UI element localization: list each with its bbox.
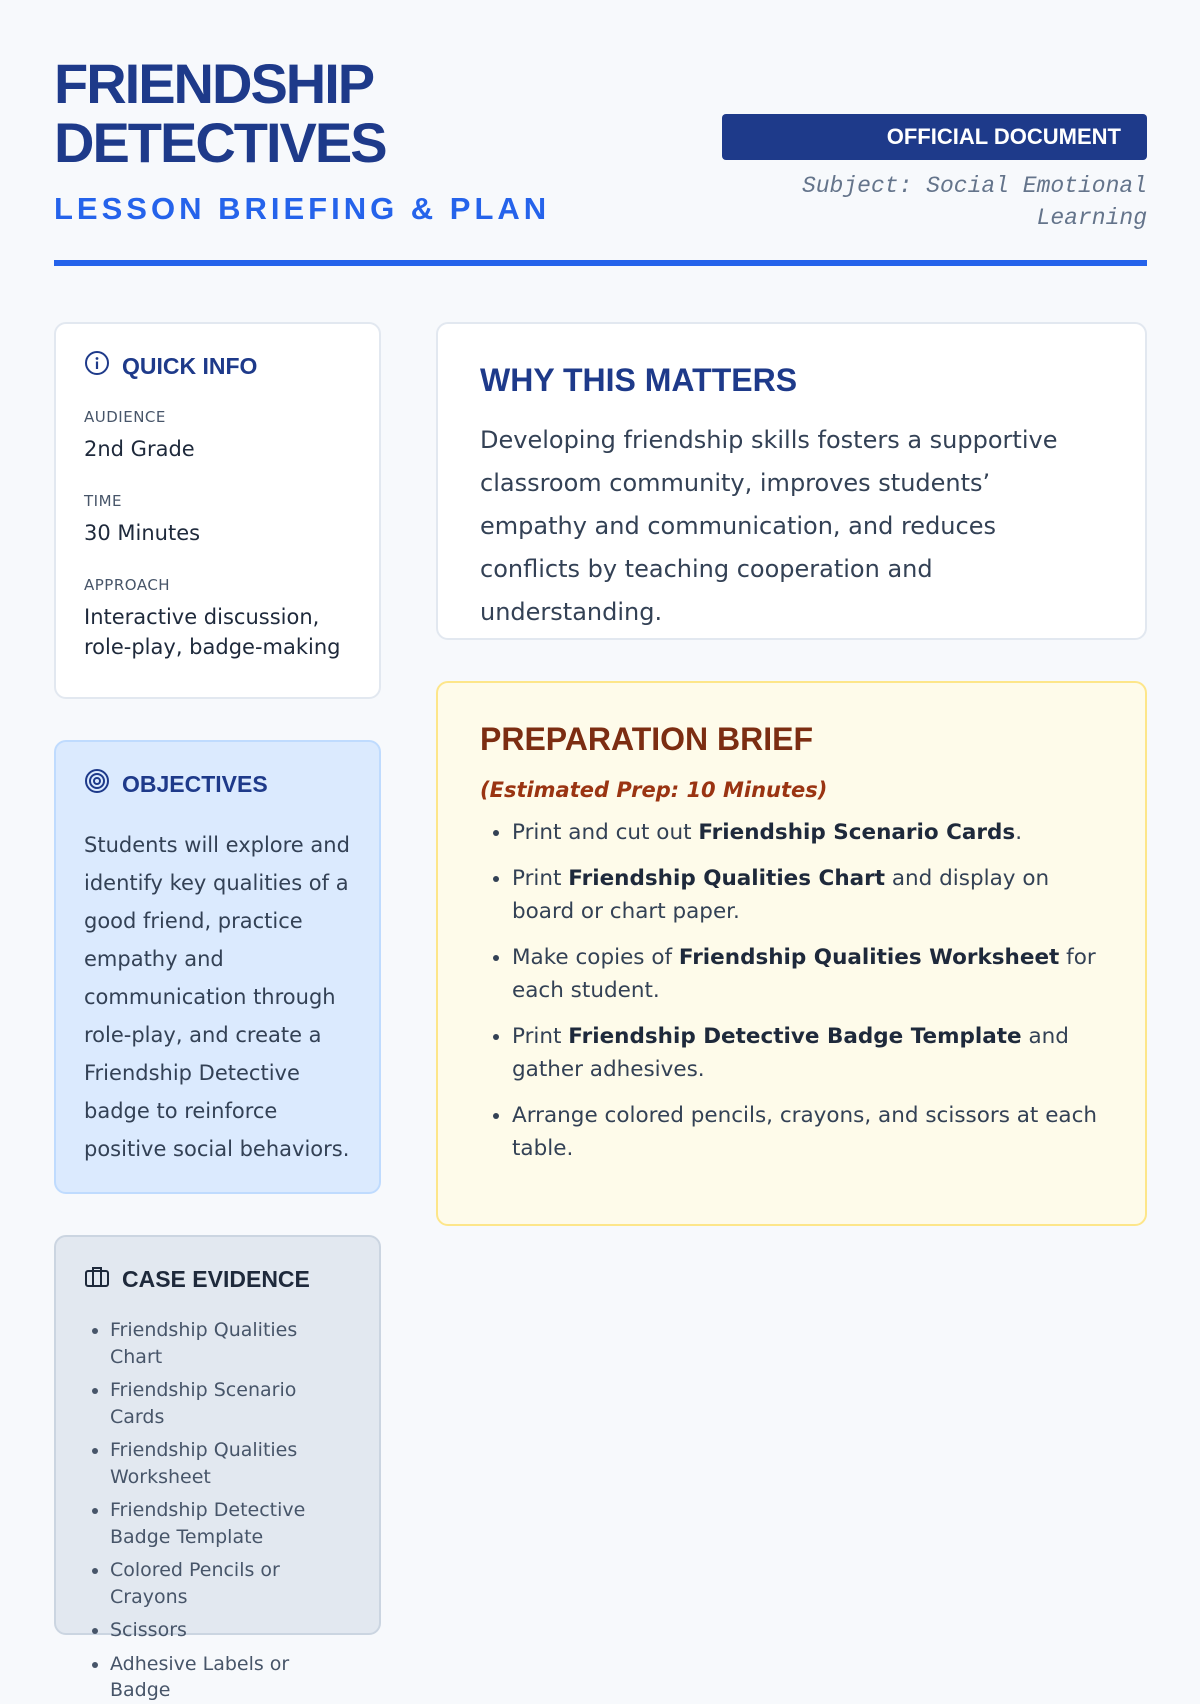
objectives-card: [54, 740, 381, 1194]
approach-label: APPROACH: [84, 576, 171, 594]
objectives-title: OBJECTIVES: [122, 770, 268, 797]
page-subtitle: LESSON BRIEFING & PLAN: [54, 191, 551, 226]
list-item: • Colored Pencils or Crayons: [110, 1557, 351, 1610]
why-this-matters-heading: WHY THIS MATTERS: [480, 362, 798, 398]
page-header: [54, 52, 1147, 231]
case-evidence-title: CASE EVIDENCE: [122, 1265, 310, 1292]
header-divider: [54, 260, 1147, 266]
list-item: • Friendship Qualities Worksheet: [110, 1437, 351, 1490]
quick-info-heading: [84, 350, 351, 382]
info-icon: [84, 350, 110, 382]
title-line-2: DETECTIVES: [54, 111, 386, 174]
title-line-1: FRIENDSHIP: [54, 52, 374, 115]
list-item: • Friendship Qualities Chart: [110, 1317, 351, 1370]
preparation-brief-card: [436, 681, 1147, 1226]
audience-value: 2nd Grade: [84, 437, 195, 461]
list-item: • Friendship Scenario Cards: [110, 1377, 351, 1430]
case-evidence-list: [84, 1317, 351, 1704]
official-document-badge: OFFICIAL DOCUMENT: [722, 114, 1147, 160]
list-item: • Arrange colored pencils, crayons, and scissors at each table.: [512, 1099, 1103, 1165]
list-item: • Print Friendship Detective Badge Template and gather adhesives.: [512, 1020, 1103, 1086]
list-item: • Make copies of Friendship Qualities Worksheet for each student.: [512, 941, 1103, 1007]
case-evidence-heading: [84, 1263, 351, 1295]
objectives-text: Students will explore and identify key qualities of a good friend, practice empathy and communication through role-play, and create a Friendship Detective badge to reinforce positive social behaviors.: [84, 833, 350, 1161]
time-label: TIME: [84, 492, 123, 510]
list-item: • Print and cut out Friendship Scenario Cards.: [512, 816, 1103, 849]
list-item: • Friendship Detective Badge Template: [110, 1497, 351, 1550]
list-item: • Scissors: [110, 1617, 351, 1644]
case-evidence-card: [54, 1235, 381, 1701]
approach-value: Interactive discussion, role-play, badge-making: [84, 605, 341, 659]
subject-line: Subject: Social Emotional Learning: [801, 173, 1147, 231]
why-this-matters-card: [436, 322, 1147, 640]
briefcase-icon: [84, 1263, 110, 1295]
quick-info-title: QUICK INFO: [122, 352, 258, 379]
preparation-brief-heading: PREPARATION BRIEF: [480, 721, 814, 757]
prep-time-note: (Estimated Prep: 10 Minutes): [480, 778, 828, 802]
list-item: • Print Friendship Qualities Chart and display on board or chart paper.: [512, 862, 1103, 928]
time-value: 30 Minutes: [84, 521, 201, 545]
list-item: • Adhesive Labels or Badge: [110, 1651, 351, 1704]
preparation-list: [480, 816, 1103, 1165]
target-icon: [84, 768, 110, 800]
objectives-heading: [84, 768, 351, 800]
why-this-matters-text: Developing friendship skills fosters a supportive classroom community, improves students’ empathy and communication, and reduces conflicts by teaching cooperation and understanding.: [480, 426, 1058, 626]
audience-label: AUDIENCE: [84, 408, 166, 426]
quick-info-card: [54, 322, 381, 699]
